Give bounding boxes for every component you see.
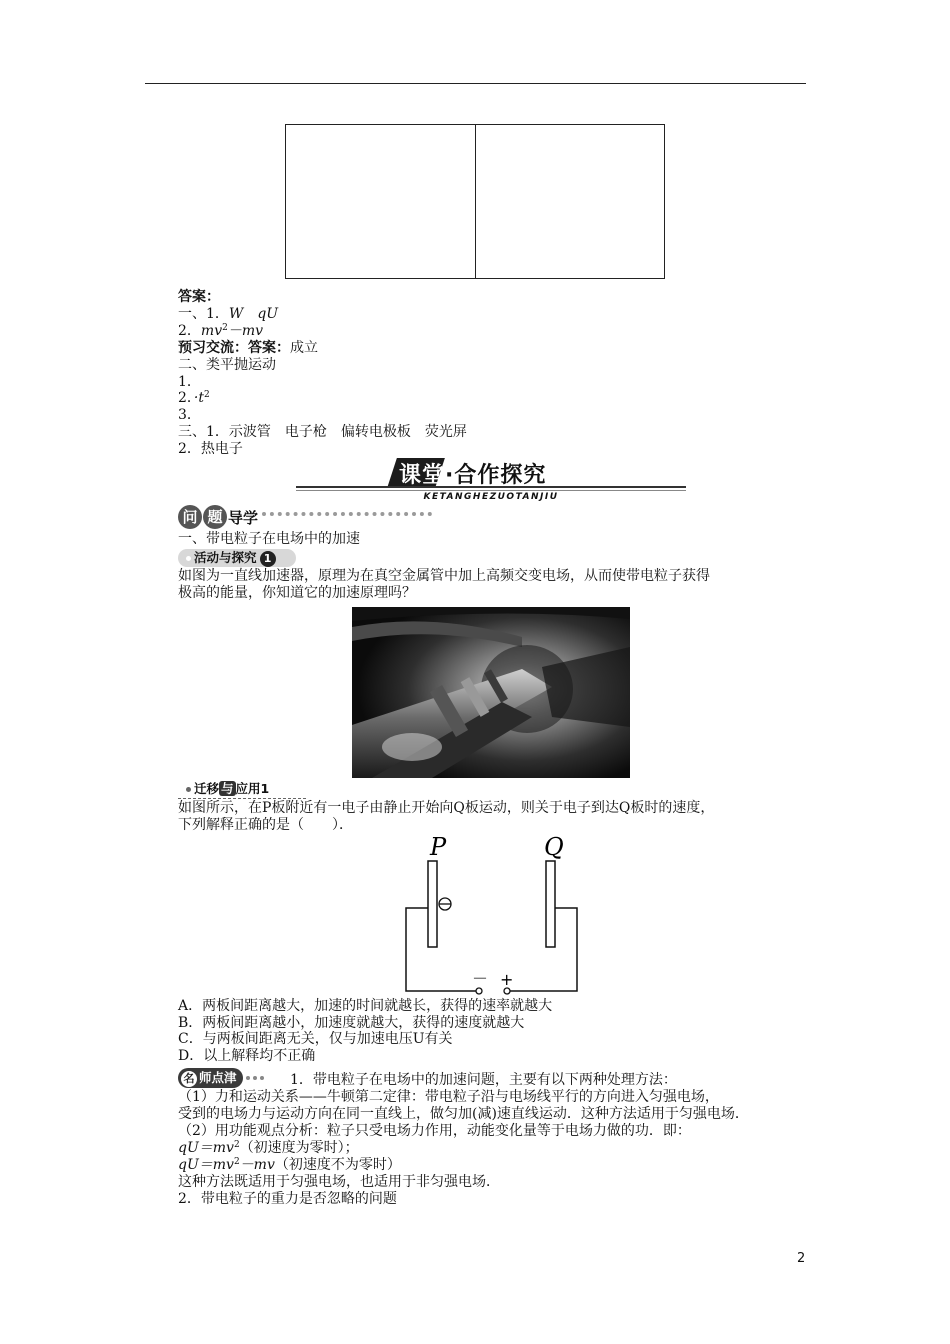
answer-line-2: 2．$mv^2-mv$ [178,323,264,339]
answer-s3-2: 2．热电子 [178,441,243,457]
mingshi-line-4: （2）用功能观点分析：粒子只受电场力作用，动能变化量等于电场力做的功．即： [178,1123,691,1139]
banner-rule-thin [296,490,686,491]
plate-q [546,861,555,947]
apply-tag: 迁移 与 应用1 [178,780,306,799]
option-b: B．两板间距离越小，加速度就越大，获得的速度就越大 [178,1015,525,1031]
apply-question-2: 下列解释正确的是（ ）． [178,817,353,833]
guide-circle-2: 题 [203,505,227,529]
page-number: 2 [797,1251,806,1266]
banner-pinyin: KETANGHEZUOTANJIU [423,492,559,502]
minus-sign: － [472,969,489,988]
mingshi-line-1: 1．带电粒子在电场中的加速问题，主要有以下两种处理方法： [290,1072,677,1088]
label-q: Q [544,833,564,861]
plate-p [428,861,437,947]
banner-rule [296,486,686,488]
answer-s2-title: 二、类平抛运动 [178,357,276,373]
guide-tail: 导学 [228,508,259,527]
section1-title: 一、带电粒子在电场中的加速 [178,531,360,547]
preview-answer: 预习交流：答案：成立 [178,340,318,356]
section-banner [296,456,686,504]
mingshi-label: 名 师点津 [178,1068,243,1088]
apply-question-1: 如图所示，在P板附近有一电子由静止开始向Q板运动，则关于电子到达Q板时的速度， [178,800,715,816]
accelerator-photo [352,607,630,778]
equation-2: $qU=mv^2-mv$（初速度不为零时） [178,1157,401,1173]
table-divider [475,125,476,278]
answer-line-1: 一、1．W qU [178,306,279,322]
equation-1: $qU=mv^2$（初速度为零时）； [178,1140,359,1156]
plus-sign: + [500,970,514,989]
option-d: D．以上解释均不正确 [178,1048,316,1064]
option-c: C．与两板间距离无关，仅与加速电压U有关 [178,1031,453,1047]
answer-s3-1: 三、1．示波管 电子枪 偏转电极板 荧光屏 [178,424,467,440]
terminal-minus [476,988,482,994]
accelerator-photo-svg [352,607,630,778]
circuit-svg [400,828,590,998]
option-a: A．两板间距离越大，加速的时间就越长，获得的速率就越大 [178,998,553,1014]
mingshi-line-6: 2．带电粒子的重力是否忽略的问题 [178,1191,397,1207]
answers-heading: 答案： [178,289,220,305]
tag-dot [186,556,191,561]
guide-dots [262,512,432,522]
wire-right [510,908,577,991]
blank-table [285,124,665,279]
mingshi-line-5: 这种方法既适用于匀强电场，也适用于非匀强电场． [178,1174,500,1190]
section1-question-2: 极高的能量，你知道它的加速原理吗？ [178,585,416,601]
answer-s2-1: 1． [178,374,201,390]
mingshi-badge [178,1067,264,1089]
banner-title: 课堂·合作探究 [399,463,547,488]
header-rule [145,83,806,84]
section1-question-1: 如图为一直线加速器，原理为在真空金属管中加上高频交变电场，从而使带电粒子获得 [178,568,710,584]
mingshi-line-2: （1）力和运动关系——牛顿第二定律：带电粒子沿与电场线平行的方向进入匀强电场， [178,1089,719,1105]
guide-circle-1: 问 [178,505,202,529]
answer-s2-2: 2．$\cdot t^2$ [178,390,210,406]
label-p: P [430,833,447,861]
plates-circuit [400,828,590,998]
mingshi-line-3: 受到的电场力与运动方向在同一直线上，做匀加(减)速直线运动．这种方法适用于匀强电场． [178,1106,749,1122]
wire-left [406,908,476,991]
tag-dot [186,787,191,792]
guide-heading [178,505,432,531]
activity-tag: 活动与探究 1 [178,549,296,567]
answer-s2-3: 3． [178,407,201,423]
